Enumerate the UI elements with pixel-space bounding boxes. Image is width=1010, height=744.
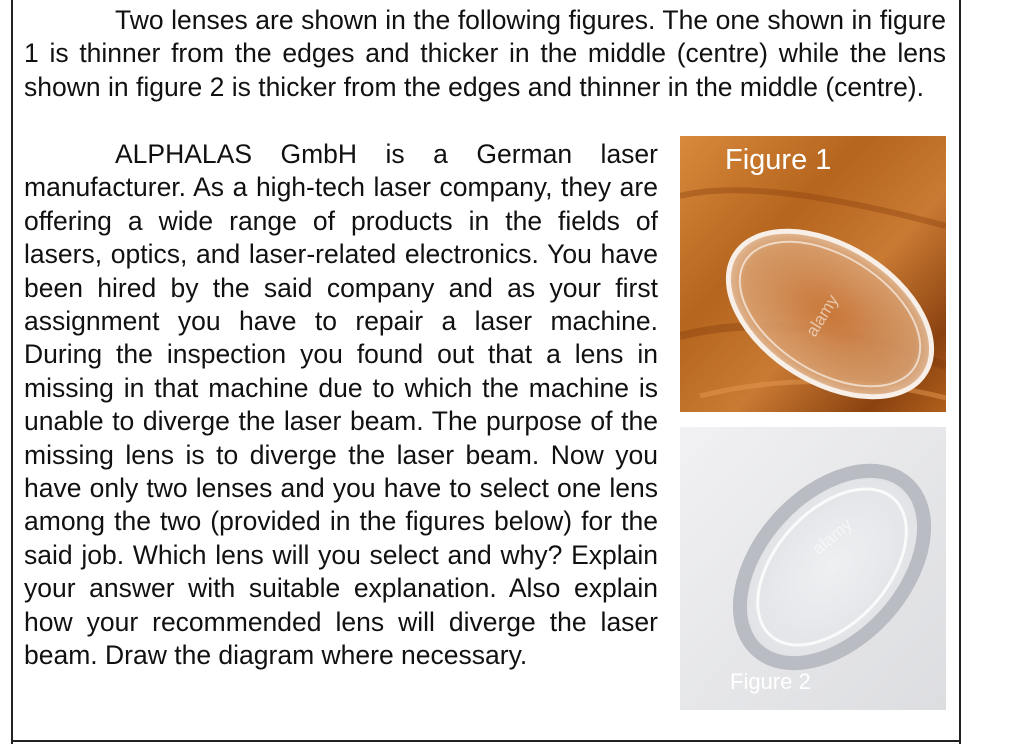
- figure-1-label: Figure 1: [725, 144, 832, 176]
- watermark-text: alamy: [802, 291, 843, 341]
- page-frame-right: [959, 0, 961, 744]
- figure-1-photo: [680, 136, 946, 412]
- figure-2-photo: [680, 427, 946, 710]
- scenario-paragraph: ALPHALAS GmbH is a German laser manufacturer. As a high-tech laser company, they are offering a wide range of products in the fields of lasers, optics, and laser-related electronics. You have been hired by the said company and as your first assignment you have to repair a laser machine. During the inspection you found out that a lens in missing in that machine due to which the machine is unable to diverge the laser beam. The purpose of the missing lens is to diverge the laser beam. Now you have only two lenses and you have to select one lens among the two (provided in the figures below) for the said job. Which lens will you select and why? Explain your answer with suitable explanation. Also explain how your recommended lens will diverge the laser beam. Draw the diagram where necessary.: [24, 139, 658, 671]
- intro-paragraph: Two lenses are shown in the following figures. The one shown in figure 1 is thinner from the edges and thicker in the middle (centre) while the lens shown in figure 2 is thicker from the edges and thinner in the middle (centre).: [24, 5, 946, 102]
- watermark-text: alamy: [808, 514, 856, 559]
- page-frame-bottom: [11, 740, 961, 742]
- figure-2-label: Figure 2: [730, 669, 811, 694]
- page-frame-left: [11, 0, 13, 744]
